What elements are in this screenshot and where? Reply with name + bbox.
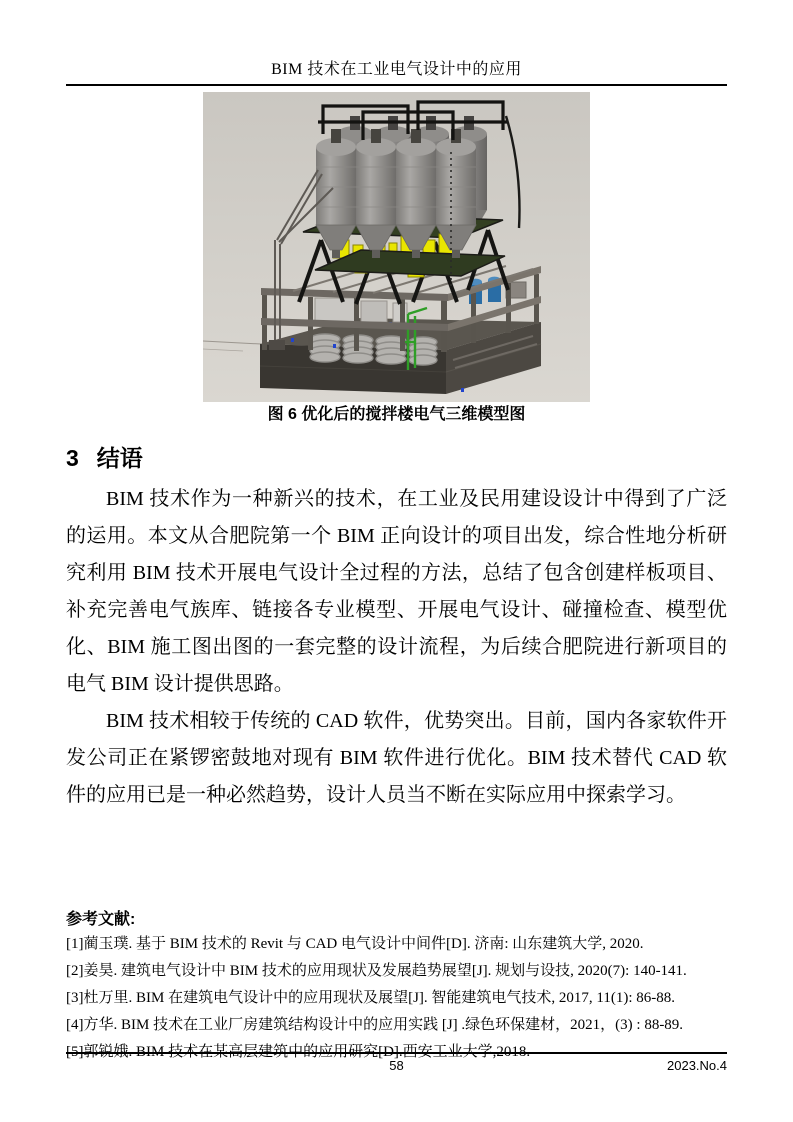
header-divider <box>66 84 727 86</box>
section-heading <box>66 444 727 472</box>
references-heading: 参考文献: <box>66 911 136 928</box>
reference-item: [2]姜昊. 建筑电气设计中 BIM 技术的应用现状及发展趋势展望[J]. 规划与设技, 2020(7): 140-141. <box>66 963 687 979</box>
figure-caption: 图 6 优化后的搅拌楼电气三维模型图 <box>267 406 526 423</box>
reference-item: [1]蔺玉璞. 基于 BIM 技术的 Revit 与 CAD 电气设计中间件[D]. 济南: 山东建筑大学, 2020. <box>66 936 644 952</box>
body-paragraph: BIM 技术作为一种新兴的技术，在工业及民用建设设计中得到了广泛的运用。本文从合肥院第一个 BIM 正向设计的项目出发，综合性地分析研究利用 BIM 技术开展电气设计全过程的方法，总结了包含创建样板项目、补充完善电气族库、链接各专业模型、开展电气设计、碰撞检查、模型优化、BIM 施工图出图的一套完整的设计流程，为后续合肥院进行新项目的电气 BIM 设计提供思路。 <box>66 488 727 695</box>
page-number: 58 <box>389 1058 404 1073</box>
reference-item: [5]郭锐娥. BIM 技术在某高层建筑中的应用研究[D].西安工业大学,2018. <box>66 1044 531 1060</box>
page-header-title: BIM 技术在工业电气设计中的应用 <box>271 61 522 78</box>
references-section <box>66 909 727 1066</box>
bim-3d-model-rendering <box>203 92 590 402</box>
issue-number: 2023.No.4 <box>667 1058 727 1073</box>
reference-item: [4]方华. BIM 技术在工业厂房建筑结构设计中的应用实践 [J] .绿色环保建材，2021，(3) : 88-89. <box>66 1017 684 1033</box>
figure-6 <box>203 92 590 425</box>
section-title: 结语 <box>96 445 143 471</box>
body-paragraph: BIM 技术相较于传统的 CAD 软件，优势突出。目前，国内各家软件开发公司正在紧锣密鼓地对现有 BIM 软件进行优化。BIM 技术替代 CAD 软件的应用已是一种必然趋势，设计人员当不断在实际应用中探索学习。 <box>66 710 727 806</box>
footer-divider <box>66 1052 727 1054</box>
section-number: 3 <box>66 445 79 471</box>
reference-item: [3]杜万里. BIM 在建筑电气设计中的应用现状及展望[J]. 智能建筑电气技术, 2017, 11(1): 86-88. <box>66 990 676 1006</box>
